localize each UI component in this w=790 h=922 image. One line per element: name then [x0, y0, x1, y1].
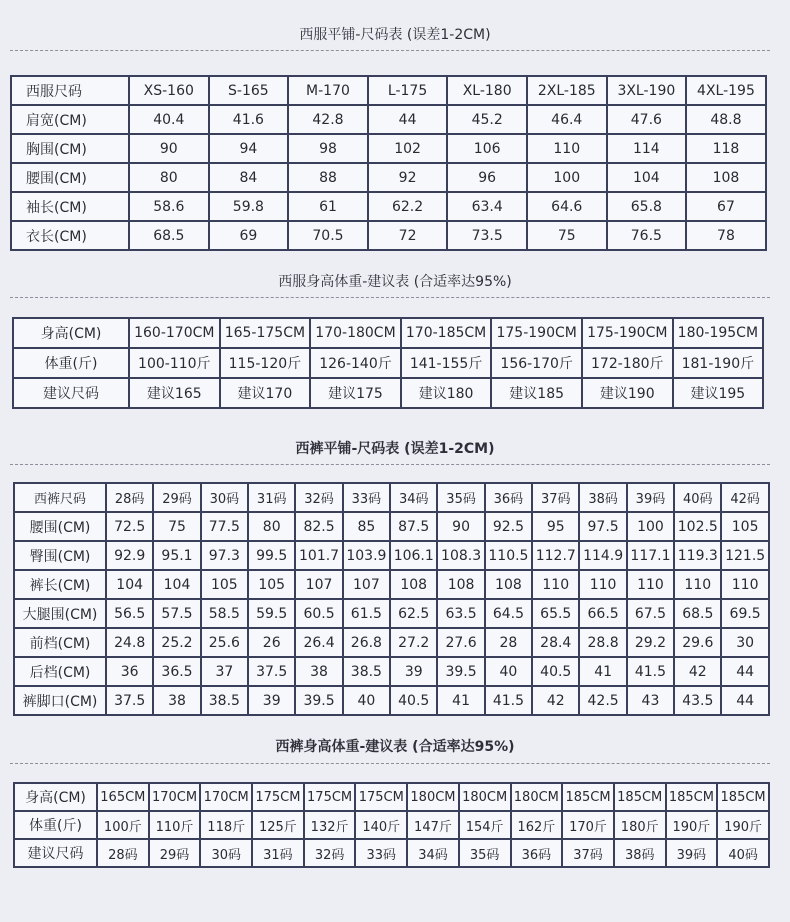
table-cell: 58.5 — [201, 599, 248, 628]
table-cell: 110.5 — [485, 541, 532, 570]
pants-recommend-body — [14, 783, 769, 867]
table-row — [14, 512, 769, 541]
table-cell: 88 — [288, 163, 368, 192]
table-cell: 35码 — [459, 839, 511, 867]
table-cell: 59.8 — [209, 192, 289, 221]
row-label-cell: 前档(CM) — [14, 628, 106, 657]
table-cell: 29码 — [153, 483, 200, 512]
suit-recommend-title: 西服身高体重-建议表 (合适率达95%) — [278, 274, 512, 290]
table-cell: 110 — [527, 134, 607, 163]
table-cell: 107 — [343, 570, 390, 599]
table-cell: 94 — [209, 134, 289, 163]
table-cell: 61 — [288, 192, 368, 221]
table-cell: 63.4 — [447, 192, 527, 221]
table-cell: 72.5 — [106, 512, 153, 541]
table-cell: 80 — [129, 163, 209, 192]
table-cell: 37.5 — [106, 686, 153, 715]
table-row — [14, 811, 769, 839]
table-cell: 170CM — [200, 783, 252, 811]
table-cell: 43 — [627, 686, 674, 715]
table-cell: 108 — [437, 570, 484, 599]
row-label-cell: 腰围(CM) — [14, 512, 106, 541]
table-cell: 100斤 — [97, 811, 149, 839]
table-cell: 105 — [721, 512, 768, 541]
table-cell: 110 — [721, 570, 768, 599]
table-cell: 115-120斤 — [220, 348, 311, 378]
table-cell: 119.3 — [674, 541, 721, 570]
table-cell: 36码 — [485, 483, 532, 512]
row-label-cell: 胸围(CM) — [11, 134, 129, 163]
table-cell: 95.1 — [153, 541, 200, 570]
table-cell: 141-155斤 — [401, 348, 492, 378]
table-cell: 87.5 — [390, 512, 437, 541]
table-cell: 65.8 — [607, 192, 687, 221]
table-cell: 80 — [248, 512, 295, 541]
table-cell: 31码 — [252, 839, 304, 867]
table-cell: 107 — [295, 570, 342, 599]
table-cell: 40码 — [717, 839, 769, 867]
table-cell: 29码 — [149, 839, 201, 867]
table-cell: 175CM — [304, 783, 356, 811]
table-cell: 42 — [674, 657, 721, 686]
table-cell: 41 — [437, 686, 484, 715]
divider — [10, 464, 770, 465]
table-cell: 185CM — [717, 783, 769, 811]
table-cell: XS-160 — [129, 76, 209, 105]
table-cell: 28 — [485, 628, 532, 657]
table-cell: 39 — [248, 686, 295, 715]
table-cell: 40 — [485, 657, 532, 686]
table-cell: M-170 — [288, 76, 368, 105]
table-cell: 110 — [579, 570, 626, 599]
divider — [10, 50, 770, 51]
table-row — [13, 378, 763, 408]
table-cell: 40.5 — [532, 657, 579, 686]
table-cell: 37 — [201, 657, 248, 686]
table-cell: 126-140斤 — [310, 348, 401, 378]
table-cell: 69.5 — [721, 599, 768, 628]
table-cell: 30 — [721, 628, 768, 657]
table-row — [13, 348, 763, 378]
table-cell: 95 — [532, 512, 579, 541]
table-cell: 165-175CM — [220, 318, 311, 348]
table-cell: 175-190CM — [491, 318, 582, 348]
table-cell: 26.8 — [343, 628, 390, 657]
table-cell: 170斤 — [562, 811, 614, 839]
table-cell: 42.5 — [579, 686, 626, 715]
row-label-cell: 建议尺码 — [13, 378, 129, 408]
row-label-cell: 体重(斤) — [14, 811, 97, 839]
table-cell: 147斤 — [407, 811, 459, 839]
table-cell: 35码 — [437, 483, 484, 512]
table-cell: 121.5 — [721, 541, 768, 570]
table-cell: 77.5 — [201, 512, 248, 541]
table-cell: 39.5 — [295, 686, 342, 715]
table-cell: 114.9 — [579, 541, 626, 570]
table-cell: 29.6 — [674, 628, 721, 657]
table-cell: 56.5 — [106, 599, 153, 628]
table-cell: 102 — [368, 134, 448, 163]
table-cell: 63.5 — [437, 599, 484, 628]
table-cell: 118斤 — [200, 811, 252, 839]
table-row — [14, 686, 769, 715]
header-row — [11, 76, 766, 105]
table-cell: 62.2 — [368, 192, 448, 221]
table-cell: 建议190 — [582, 378, 673, 408]
table-cell: 175-190CM — [582, 318, 673, 348]
row-label-cell: 衣长(CM) — [11, 221, 129, 250]
row-label-cell: 袖长(CM) — [11, 192, 129, 221]
table-cell: 24.8 — [106, 628, 153, 657]
table-cell: 45.2 — [447, 105, 527, 134]
table-cell: 2XL-185 — [527, 76, 607, 105]
table-cell: 185CM — [562, 783, 614, 811]
suit-size-table — [10, 75, 767, 251]
table-cell: 106.1 — [390, 541, 437, 570]
table-cell: 190斤 — [717, 811, 769, 839]
table-cell: 103.9 — [343, 541, 390, 570]
table-cell: 37码 — [562, 839, 614, 867]
table-cell: 110 — [674, 570, 721, 599]
pants-recommend-title: 西裤身高体重-建议表 (合适率达95%) — [275, 739, 515, 755]
table-cell: 117.1 — [627, 541, 674, 570]
table-cell: 75 — [153, 512, 200, 541]
table-cell: 68.5 — [674, 599, 721, 628]
table-cell: 105 — [248, 570, 295, 599]
table-cell: 48.8 — [686, 105, 766, 134]
table-cell: 73.5 — [447, 221, 527, 250]
table-cell: 42码 — [721, 483, 768, 512]
table-cell: 31码 — [248, 483, 295, 512]
table-cell: 180CM — [407, 783, 459, 811]
table-cell: 101.7 — [295, 541, 342, 570]
table-cell: 42 — [532, 686, 579, 715]
table-cell: 33码 — [355, 839, 407, 867]
table-cell: 85 — [343, 512, 390, 541]
table-cell: 60.5 — [295, 599, 342, 628]
table-cell: 4XL-195 — [686, 76, 766, 105]
table-cell: 64.5 — [485, 599, 532, 628]
row-label-cell: 身高(CM) — [13, 318, 129, 348]
table-cell: 108 — [485, 570, 532, 599]
table-cell: 26 — [248, 628, 295, 657]
table-cell: 97.3 — [201, 541, 248, 570]
table-cell: 110 — [532, 570, 579, 599]
table-cell: XL-180 — [447, 76, 527, 105]
table-cell: 154斤 — [459, 811, 511, 839]
table-cell: 30码 — [201, 483, 248, 512]
table-cell: 160-170CM — [129, 318, 220, 348]
table-cell: 33码 — [343, 483, 390, 512]
table-cell: 69 — [209, 221, 289, 250]
table-cell: 36码 — [511, 839, 563, 867]
table-cell: 40.4 — [129, 105, 209, 134]
table-cell: 65.5 — [532, 599, 579, 628]
suit-recommend-table — [12, 317, 764, 409]
table-row — [11, 105, 766, 134]
table-cell: 76.5 — [607, 221, 687, 250]
table-cell: 28.8 — [579, 628, 626, 657]
table-cell: 32码 — [304, 839, 356, 867]
table-cell: 98 — [288, 134, 368, 163]
table-cell: 181-190斤 — [673, 348, 764, 378]
table-cell: 92.9 — [106, 541, 153, 570]
table-cell: 175CM — [355, 783, 407, 811]
row-label-cell: 裤长(CM) — [14, 570, 106, 599]
table-cell: 70.5 — [288, 221, 368, 250]
table-cell: 58.6 — [129, 192, 209, 221]
table-cell: 40 — [343, 686, 390, 715]
table-row — [11, 163, 766, 192]
table-row — [14, 599, 769, 628]
table-cell: 67.5 — [627, 599, 674, 628]
table-cell: 43.5 — [674, 686, 721, 715]
header-row — [14, 483, 769, 512]
table-cell: 140斤 — [355, 811, 407, 839]
table-row — [14, 657, 769, 686]
table-cell: 62.5 — [390, 599, 437, 628]
divider — [10, 297, 770, 298]
table-cell: 建议165 — [129, 378, 220, 408]
row-label-cell: 腰围(CM) — [11, 163, 129, 192]
table-cell: 72 — [368, 221, 448, 250]
table-cell: L-175 — [368, 76, 448, 105]
table-cell: 32码 — [295, 483, 342, 512]
table-cell: 47.6 — [607, 105, 687, 134]
table-cell: 170-185CM — [401, 318, 492, 348]
table-row — [13, 318, 763, 348]
table-cell: 41 — [579, 657, 626, 686]
table-cell: 36 — [106, 657, 153, 686]
table-cell: 156-170斤 — [491, 348, 582, 378]
table-cell: 104 — [106, 570, 153, 599]
table-cell: 25.2 — [153, 628, 200, 657]
table-cell: 170-180CM — [310, 318, 401, 348]
table-cell: 61.5 — [343, 599, 390, 628]
table-cell: 100 — [627, 512, 674, 541]
table-cell: 112.7 — [532, 541, 579, 570]
table-cell: 104 — [153, 570, 200, 599]
table-cell: 41.5 — [627, 657, 674, 686]
table-cell: 110 — [627, 570, 674, 599]
table-cell: 29.2 — [627, 628, 674, 657]
table-cell: 38码 — [579, 483, 626, 512]
table-cell: 44 — [721, 686, 768, 715]
table-cell: 34码 — [407, 839, 459, 867]
table-cell: 99.5 — [248, 541, 295, 570]
table-cell: 106 — [447, 134, 527, 163]
table-cell: 105 — [201, 570, 248, 599]
table-cell: 27.2 — [390, 628, 437, 657]
row-label-cell: 肩宽(CM) — [11, 105, 129, 134]
suit-size-body — [11, 76, 766, 250]
table-cell: 97.5 — [579, 512, 626, 541]
table-cell: 37.5 — [248, 657, 295, 686]
table-cell: 190斤 — [666, 811, 718, 839]
table-cell: 108 — [686, 163, 766, 192]
table-cell: 180斤 — [614, 811, 666, 839]
table-cell: 185CM — [614, 783, 666, 811]
row-label-cell: 后档(CM) — [14, 657, 106, 686]
table-cell: 108 — [390, 570, 437, 599]
table-cell: 165CM — [97, 783, 149, 811]
table-cell: 102.5 — [674, 512, 721, 541]
table-cell: 100 — [527, 163, 607, 192]
table-cell: 39码 — [666, 839, 718, 867]
row-label-cell: 大腿围(CM) — [14, 599, 106, 628]
row-label-cell: 西裤尺码 — [14, 483, 106, 512]
table-cell: 59.5 — [248, 599, 295, 628]
table-cell: 建议170 — [220, 378, 311, 408]
table-row — [14, 570, 769, 599]
table-cell: 28.4 — [532, 628, 579, 657]
table-cell: 41.6 — [209, 105, 289, 134]
row-label-cell: 西服尺码 — [11, 76, 129, 105]
table-cell: 25.6 — [201, 628, 248, 657]
table-cell: 90 — [129, 134, 209, 163]
row-label-cell: 臀围(CM) — [14, 541, 106, 570]
table-cell: 125斤 — [252, 811, 304, 839]
row-label-cell: 身高(CM) — [14, 783, 97, 811]
table-cell: 建议175 — [310, 378, 401, 408]
divider — [10, 763, 770, 764]
pants-size-title: 西裤平铺-尺码表 (误差1-2CM) — [295, 441, 495, 457]
table-cell: 3XL-190 — [607, 76, 687, 105]
table-cell: 100-110斤 — [129, 348, 220, 378]
table-cell: 118 — [686, 134, 766, 163]
table-cell: 78 — [686, 221, 766, 250]
table-cell: 30码 — [200, 839, 252, 867]
table-cell: 39码 — [627, 483, 674, 512]
table-cell: 82.5 — [295, 512, 342, 541]
pants-size-table — [13, 482, 770, 716]
table-cell: 162斤 — [511, 811, 563, 839]
table-cell: 92.5 — [485, 512, 532, 541]
table-cell: 37码 — [532, 483, 579, 512]
table-cell: 建议195 — [673, 378, 764, 408]
table-cell: 90 — [437, 512, 484, 541]
table-cell: 42.8 — [288, 105, 368, 134]
table-cell: 建议180 — [401, 378, 492, 408]
row-label-cell: 建议尺码 — [14, 839, 97, 867]
table-cell: 36.5 — [153, 657, 200, 686]
table-cell: 34码 — [390, 483, 437, 512]
row-label-cell: 裤脚口(CM) — [14, 686, 106, 715]
table-cell: 46.4 — [527, 105, 607, 134]
table-cell: 172-180斤 — [582, 348, 673, 378]
table-cell: 67 — [686, 192, 766, 221]
table-row — [11, 221, 766, 250]
table-cell: 38码 — [614, 839, 666, 867]
table-cell: 180-195CM — [673, 318, 764, 348]
table-cell: 44 — [368, 105, 448, 134]
row-label-cell: 体重(斤) — [13, 348, 129, 378]
table-cell: 28码 — [106, 483, 153, 512]
table-cell: 38.5 — [343, 657, 390, 686]
table-cell: 28码 — [97, 839, 149, 867]
table-cell: 175CM — [252, 783, 304, 811]
pants-size-body — [14, 483, 769, 715]
table-cell: 170CM — [149, 783, 201, 811]
table-cell: S-165 — [209, 76, 289, 105]
table-cell: 104 — [607, 163, 687, 192]
table-row — [14, 839, 769, 867]
table-cell: 38 — [153, 686, 200, 715]
table-cell: 180CM — [459, 783, 511, 811]
table-row — [14, 541, 769, 570]
suit-recommend-body — [13, 318, 763, 408]
table-cell: 39 — [390, 657, 437, 686]
suit-size-title: 西服平铺-尺码表 (误差1-2CM) — [299, 27, 491, 43]
table-row — [14, 783, 769, 811]
table-cell: 114 — [607, 134, 687, 163]
table-cell: 92 — [368, 163, 448, 192]
table-cell: 27.6 — [437, 628, 484, 657]
table-cell: 68.5 — [129, 221, 209, 250]
table-row — [11, 192, 766, 221]
table-cell: 66.5 — [579, 599, 626, 628]
table-cell: 110斤 — [149, 811, 201, 839]
table-cell: 185CM — [666, 783, 718, 811]
table-cell: 建议185 — [491, 378, 582, 408]
table-cell: 180CM — [511, 783, 563, 811]
table-cell: 26.4 — [295, 628, 342, 657]
table-cell: 108.3 — [437, 541, 484, 570]
table-cell: 38 — [295, 657, 342, 686]
table-cell: 96 — [447, 163, 527, 192]
table-cell: 132斤 — [304, 811, 356, 839]
table-cell: 64.6 — [527, 192, 607, 221]
table-row — [11, 134, 766, 163]
table-cell: 40码 — [674, 483, 721, 512]
table-row — [14, 628, 769, 657]
table-cell: 40.5 — [390, 686, 437, 715]
table-cell: 57.5 — [153, 599, 200, 628]
pants-recommend-table — [13, 782, 770, 868]
table-cell: 39.5 — [437, 657, 484, 686]
table-cell: 44 — [721, 657, 768, 686]
table-cell: 75 — [527, 221, 607, 250]
table-cell: 38.5 — [201, 686, 248, 715]
table-cell: 84 — [209, 163, 289, 192]
table-cell: 41.5 — [485, 686, 532, 715]
